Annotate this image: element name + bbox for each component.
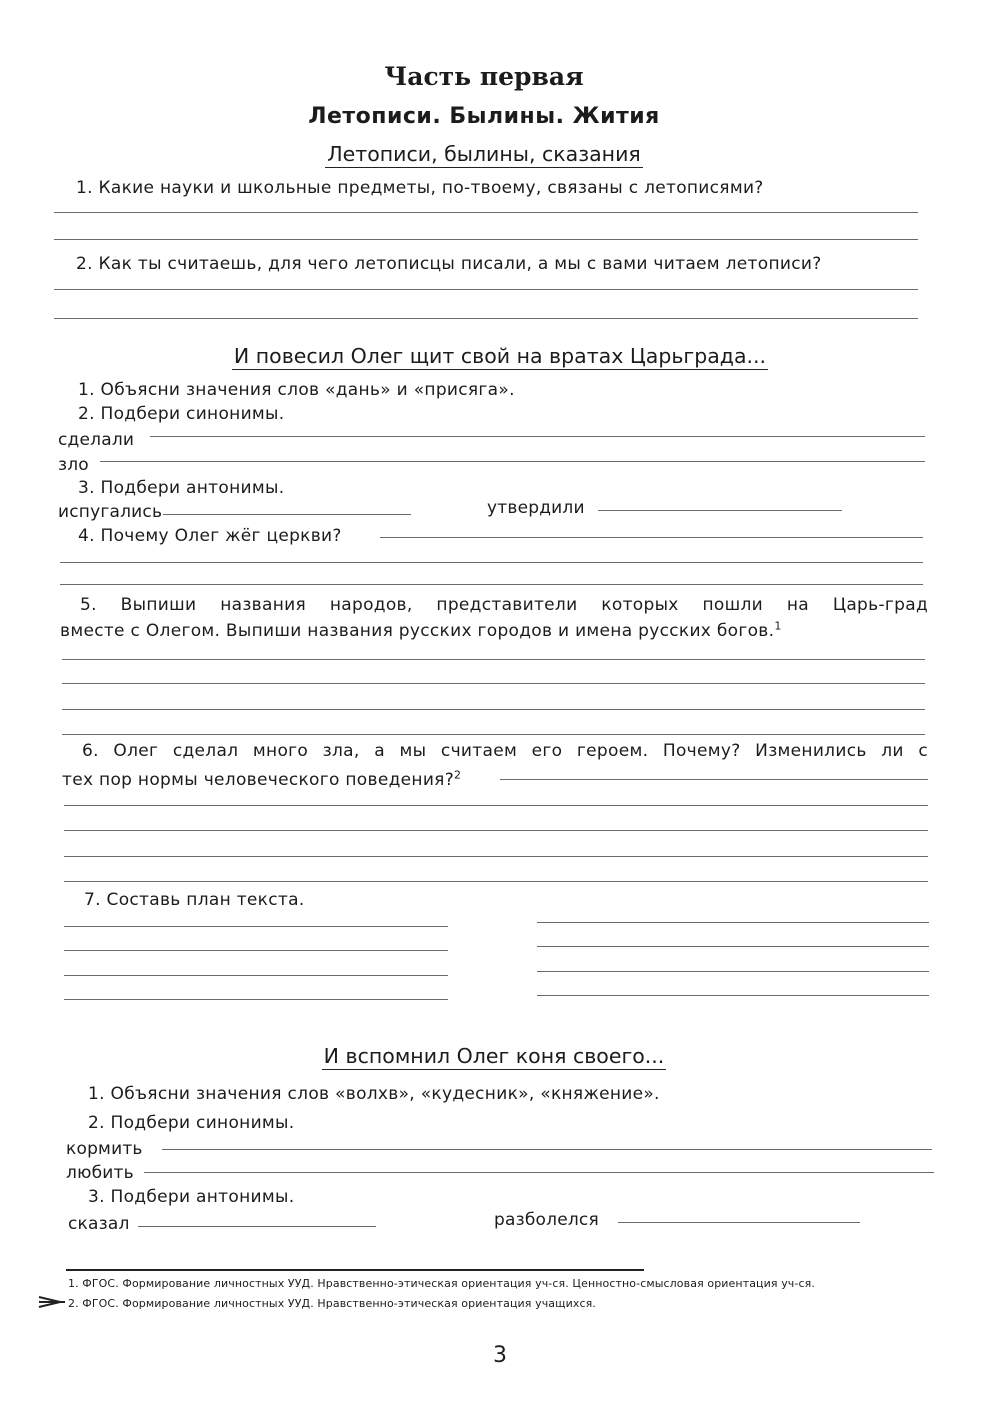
chapter-title: Летописи. Былины. Жития xyxy=(308,104,660,129)
question-5-line-1: 5. Выпиши названия народов, представители которых пошли на Царь-град xyxy=(80,595,928,615)
answer-line[interactable] xyxy=(60,584,923,585)
synonym-word-label: сделали xyxy=(58,430,135,450)
part-title: Часть первая xyxy=(384,62,584,91)
answer-line[interactable] xyxy=(64,805,928,806)
plan-line[interactable] xyxy=(537,946,929,947)
question-2-synonyms: 2. Подбери синонимы. xyxy=(88,1113,295,1133)
plan-line[interactable] xyxy=(537,971,929,972)
answer-line[interactable] xyxy=(64,881,928,882)
question-6-line-1: 6. Олег сделал много зла, а мы считаем его героем. Почему? Изменились ли с xyxy=(82,741,928,761)
antonym-word-label: утвердили xyxy=(487,498,585,518)
answer-line[interactable] xyxy=(54,212,918,213)
synonym-word-label: кормить xyxy=(66,1139,143,1159)
footnote-2: 2. ФГОС. Формирование личностных УУД. Нравственно-этическая ориентация учащихся. xyxy=(68,1297,596,1310)
plan-line[interactable] xyxy=(64,950,448,951)
answer-line[interactable] xyxy=(150,436,925,437)
plan-line[interactable] xyxy=(537,995,929,996)
question-5-line-2: вместе с Олегом. Выпиши названия русских городов и имена русских богов.$^1$ xyxy=(60,619,782,641)
synonym-word-label: зло xyxy=(58,455,89,475)
synonym-word-label: любить xyxy=(66,1163,134,1183)
antonym-word-label: испугались xyxy=(58,502,163,522)
question-1-meanings: 1. Объясни значения слов «волхв», «кудесник», «княжение». xyxy=(88,1084,660,1104)
question-3-antonyms: 3. Подбери антонимы. xyxy=(88,1187,295,1207)
footnote-1: 1. ФГОС. Формирование личностных УУД. Нравственно-этическая ориентация уч-ся. Ценностно-смысловая ориентация уч-ся. xyxy=(68,1277,815,1290)
answer-line[interactable] xyxy=(54,289,918,290)
answer-line[interactable] xyxy=(100,461,925,462)
answer-line[interactable] xyxy=(62,683,925,684)
answer-line[interactable] xyxy=(162,1149,932,1150)
answer-line[interactable] xyxy=(62,709,925,710)
arrow-icon xyxy=(38,1294,68,1310)
question-4-churches: 4. Почему Олег жёг церкви? xyxy=(78,526,342,546)
answer-line[interactable] xyxy=(54,239,918,240)
answer-line[interactable] xyxy=(598,510,842,511)
question-6-line-2: тех пор нормы человеческого поведения?$^2$ xyxy=(62,768,462,790)
answer-line[interactable] xyxy=(380,537,923,538)
antonym-word-label: разболелся xyxy=(494,1210,599,1230)
answer-line[interactable] xyxy=(618,1222,860,1223)
answer-line[interactable] xyxy=(64,856,928,857)
antonym-word-label: сказал xyxy=(68,1214,130,1234)
page-number: 3 xyxy=(493,1343,507,1368)
footnote-divider xyxy=(66,1269,644,1271)
answer-line[interactable] xyxy=(62,734,925,735)
question-7-plan: 7. Составь план текста. xyxy=(84,890,305,910)
question-2-chronicles-purpose: 2. Как ты считаешь, для чего летописцы писали, а мы с вами читаем летописи? xyxy=(76,254,822,274)
answer-line[interactable] xyxy=(54,318,918,319)
answer-line[interactable] xyxy=(62,659,925,660)
plan-line[interactable] xyxy=(64,975,448,976)
question-2-synonyms: 2. Подбери синонимы. xyxy=(78,404,285,424)
question-1-meanings: 1. Объясни значения слов «дань» и «присяга». xyxy=(78,380,515,400)
answer-line[interactable] xyxy=(138,1226,376,1227)
plan-line[interactable] xyxy=(64,999,448,1000)
section-title-oleg-shield: И повесил Олег щит свой на вратах Царьграда... xyxy=(233,344,767,368)
plan-line[interactable] xyxy=(64,926,448,927)
answer-line[interactable] xyxy=(144,1172,934,1173)
section-title-oleg-horse: И вспомнил Олег коня своего... xyxy=(323,1044,665,1068)
section-title-chronicles: Летописи, былины, сказания xyxy=(327,142,641,166)
answer-line[interactable] xyxy=(64,830,928,831)
plan-line[interactable] xyxy=(537,922,929,923)
answer-line[interactable] xyxy=(163,514,411,515)
answer-line[interactable] xyxy=(60,562,923,563)
footnote-ref[interactable]: 2 xyxy=(454,768,462,782)
question-3-antonyms: 3. Подбери антонимы. xyxy=(78,478,285,498)
answer-line[interactable] xyxy=(500,779,928,780)
question-1-sciences: 1. Какие науки и школьные предметы, по-твоему, связаны с летописями? xyxy=(76,178,764,198)
footnote-ref[interactable]: 1 xyxy=(774,619,782,633)
